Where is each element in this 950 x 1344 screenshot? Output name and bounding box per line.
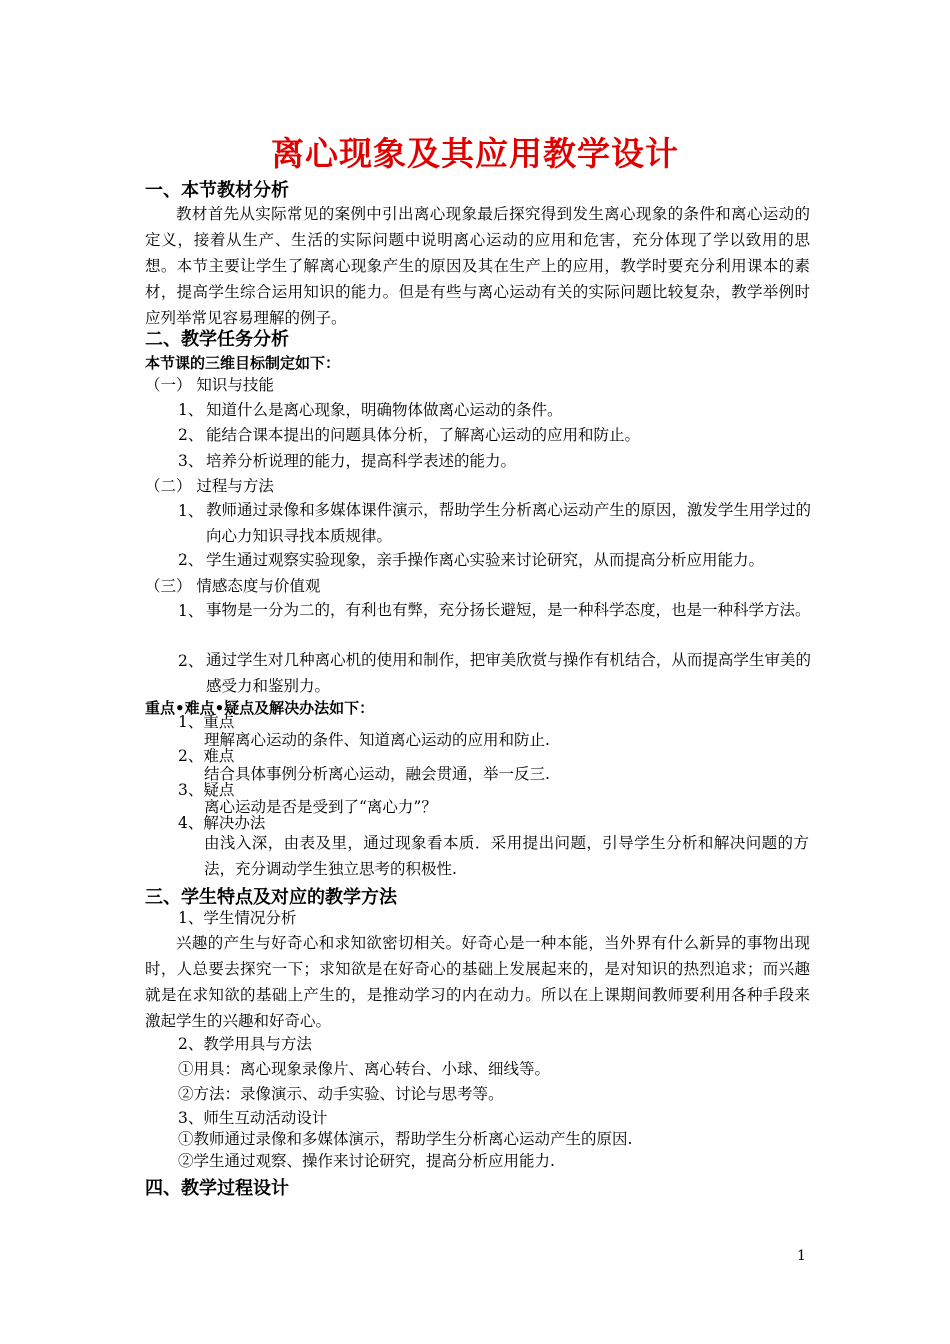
goal-item-number: 2、 bbox=[178, 426, 204, 444]
goal-item-number: 2、 bbox=[178, 551, 204, 569]
section1-heading: 一、本节教材分析 bbox=[145, 180, 289, 201]
key-point-label: 3、疑点 bbox=[178, 781, 235, 799]
goal-item-number: 2、 bbox=[178, 652, 204, 670]
section3-sub1: 1、学生情况分析 bbox=[178, 909, 297, 927]
section3-activity: ①教师通过录像和多媒体演示，帮助学生分析离心运动产生的原因. bbox=[178, 1130, 633, 1148]
goal-item-text: 知道什么是离心现象，明确物体做离心运动的条件。 bbox=[206, 401, 563, 419]
key-point-text: 结合具体事例分析离心运动，融会贯通，举一反三. bbox=[204, 765, 550, 783]
goal-item-number: 3、 bbox=[178, 452, 204, 470]
section2-heading: 二、教学任务分析 bbox=[145, 329, 289, 350]
goal-item-text: 能结合课本提出的问题具体分析，了解离心运动的应用和防止。 bbox=[206, 426, 641, 444]
key-point-text: 由浅入深，由表及里，通过现象看本质．采用提出问题，引导学生分析和解决问题的方法，充分调动学生独立思考的积极性. bbox=[204, 834, 809, 878]
key-points-intro: 重点•难点•疑点及解决办法如下： bbox=[145, 699, 375, 717]
section1-paragraph: 教材首先从实际常见的案例中引出离心现象最后探究得到发生离心现象的条件和离心运动的定义，接着从生产、生活的实际问题中说明离心运动的应用和危害，充分体现了学以致用的思想。本节主要让学生了解离心现象产生的原因及其在生产上的应用，教学时要充分利用课本的素材，提高学生综合运用知识的能力。但是有些与离心运动有关的实际问题比较复杂，教学举例时应列举常见容易理解的例子。 bbox=[145, 205, 810, 327]
key-point-text: 理解离心运动的条件、知道离心运动的应用和防止. bbox=[204, 731, 550, 749]
section3-sub3: 3、师生互动活动设计 bbox=[178, 1109, 328, 1127]
document-title: 离心现象及其应用教学设计 bbox=[271, 134, 679, 173]
goals-intro: 本节课的三维目标制定如下： bbox=[145, 354, 341, 372]
key-point-label: 4、解决办法 bbox=[178, 814, 266, 832]
section4-heading: 四、教学过程设计 bbox=[145, 1178, 289, 1199]
goal-item-text: 通过学生对几种离心机的使用和制作，把审美欣赏与操作有机结合，从而提高学生审美的感受力和鉴别力。 bbox=[206, 651, 811, 695]
goal-group-label: （二） 过程与方法 bbox=[145, 477, 274, 495]
goal-group-label: （三） 情感态度与价值观 bbox=[145, 577, 321, 595]
section3-heading: 三、学生特点及对应的教学方法 bbox=[145, 887, 397, 908]
section3-activity: ②学生通过观察、操作来讨论研究，提高分析应用能力. bbox=[178, 1152, 555, 1170]
goal-item-text: 教师通过录像和多媒体课件演示，帮助学生分析离心运动产生的原因，激发学生用学过的向心力知识寻找本质规律。 bbox=[206, 501, 811, 545]
goal-item-text: 培养分析说理的能力，提高科学表述的能力。 bbox=[206, 452, 517, 470]
section3-tools: ①用具：离心现象录像片、离心转台、小球、细线等。 bbox=[178, 1060, 551, 1078]
key-point-label: 2、难点 bbox=[178, 747, 235, 765]
key-point-label: 1、重点 bbox=[178, 713, 235, 731]
goal-group-label: （一） 知识与技能 bbox=[145, 376, 274, 394]
goal-item-number: 1、 bbox=[178, 401, 204, 419]
key-point-text: 离心运动是否是受到了“离心力”？ bbox=[204, 798, 437, 816]
section3-sub2: 2、教学用具与方法 bbox=[178, 1035, 312, 1053]
goal-item-text: 学生通过观察实验现象，亲手操作离心实验来讨论研究，从而提高分析应用能力。 bbox=[206, 551, 765, 569]
goal-item-number: 1、 bbox=[178, 602, 204, 620]
goal-item-number: 1、 bbox=[178, 502, 204, 520]
section3-paragraph: 兴趣的产生与好奇心和求知欲密切相关。好奇心是一种本能，当外界有什么新异的事物出现时，人总要去探究一下；求知欲是在好奇心的基础上发展起来的，是对知识的热烈追求；而兴趣就是在求知欲的基础上产生的，是推动学习的内在动力。所以在上课期间教师要利用各种手段来激起学生的兴趣和好奇心。 bbox=[145, 934, 810, 1030]
page-number: 1 bbox=[797, 1248, 806, 1264]
section3-methods: ②方法：录像演示、动手实验、讨论与思考等。 bbox=[178, 1085, 504, 1103]
goal-item-text: 事物是一分为二的，有利也有弊，充分扬长避短，是一种科学态度，也是一种科学方法。 bbox=[206, 601, 811, 619]
